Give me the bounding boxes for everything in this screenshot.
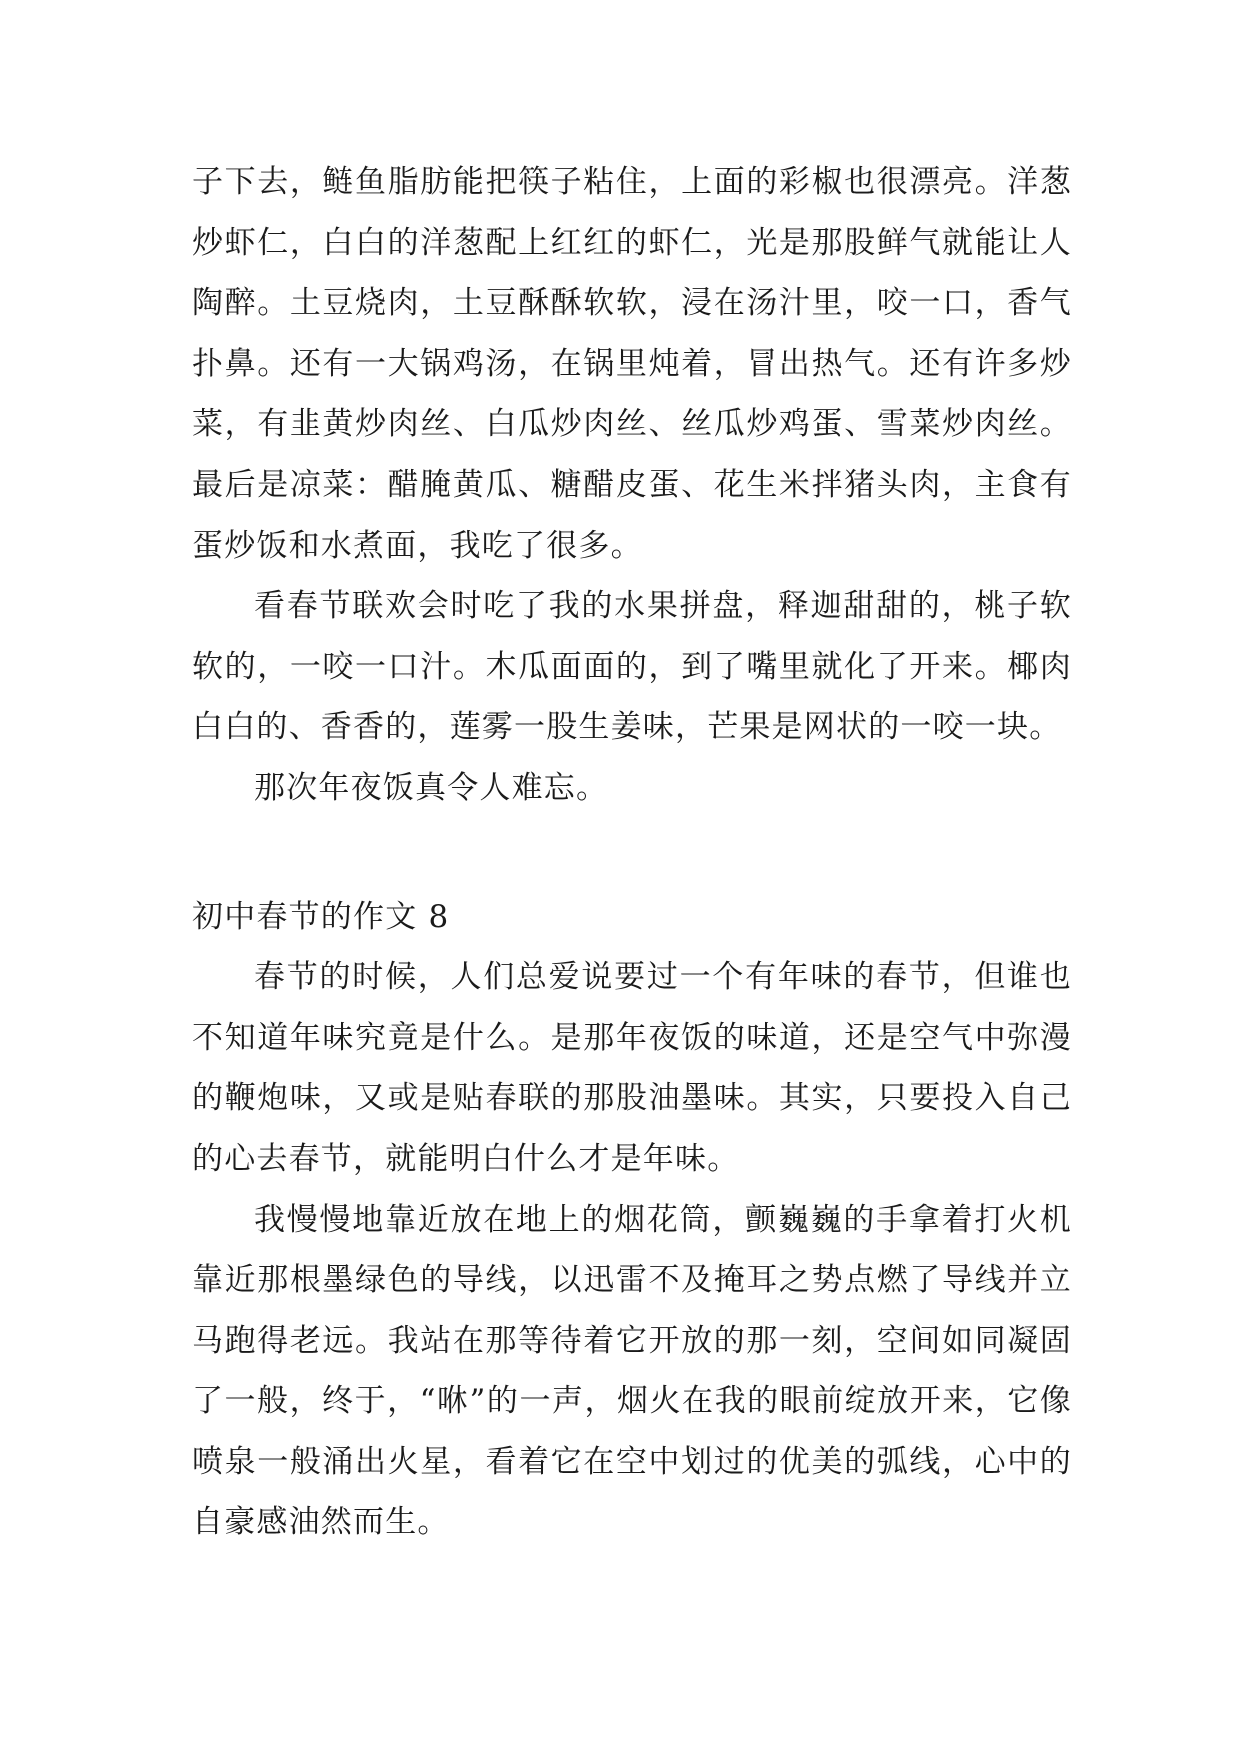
paragraph-continued-dishes: 子下去，鲢鱼脂肪能把筷子粘住，上面的彩椒也很漂亮。洋葱炒虾仁，白白的洋葱配上红红的虾仁，光是那股鲜气就能让人陶醉。土豆烧肉，土豆酥酥软软，浸在汤汁里，咬一口，香气扑鼻。还有一大锅鸡汤，在锅里炖着，冒出热气。还有许多炒菜，有韭黄炒肉丝、白瓜炒肉丝、丝瓜炒鸡蛋、雪菜炒肉丝。最后是凉菜：醋腌黄瓜、糖醋皮蛋、花生米拌猪头肉，主食有蛋炒饭和水煮面，我吃了很多。 xyxy=(192,164,1072,564)
paragraph-new-year-taste: 春节的时候，人们总爱说要过一个有年味的春节，但谁也不知道年味究竟是什么。是那年夜饭的味道，还是空气中弥漫的鞭炮味，又或是贴春联的那股油墨味。其实，只要投入自己的心去春节，就能明白什么才是年味。 xyxy=(192,959,1072,1177)
paragraph-conclusion: 那次年夜饭真令人难忘。 xyxy=(254,769,609,806)
section-title: 初中春节的作文 8 xyxy=(192,898,450,935)
paragraph-fireworks: 我慢慢地靠近放在地上的烟花筒，颤巍巍的手拿着打火机靠近那根墨绿色的导线，以迅雷不及掩耳之势点燃了导线并立马跑得老远。我站在那等待着它开放的那一刻，空间如同凝固了一般，终于，“咻”的一声，烟火在我的眼前绽放开来，它像喷泉一般涌出火星，看着它在空中划过的优美的弧线，心中的自豪感油然而生。 xyxy=(192,1201,1072,1541)
paragraph-fruit-platter: 看春节联欢会时吃了我的水果拼盘，释迦甜甜的，桃子软软的，一咬一口汁。木瓜面面的，到了嘴里就化了开来。椰肉白白的、香香的，莲雾一股生姜味，芒果是网状的一咬一块。 xyxy=(192,588,1072,746)
document-body xyxy=(192,152,1072,1553)
section-spacer xyxy=(192,819,1072,887)
